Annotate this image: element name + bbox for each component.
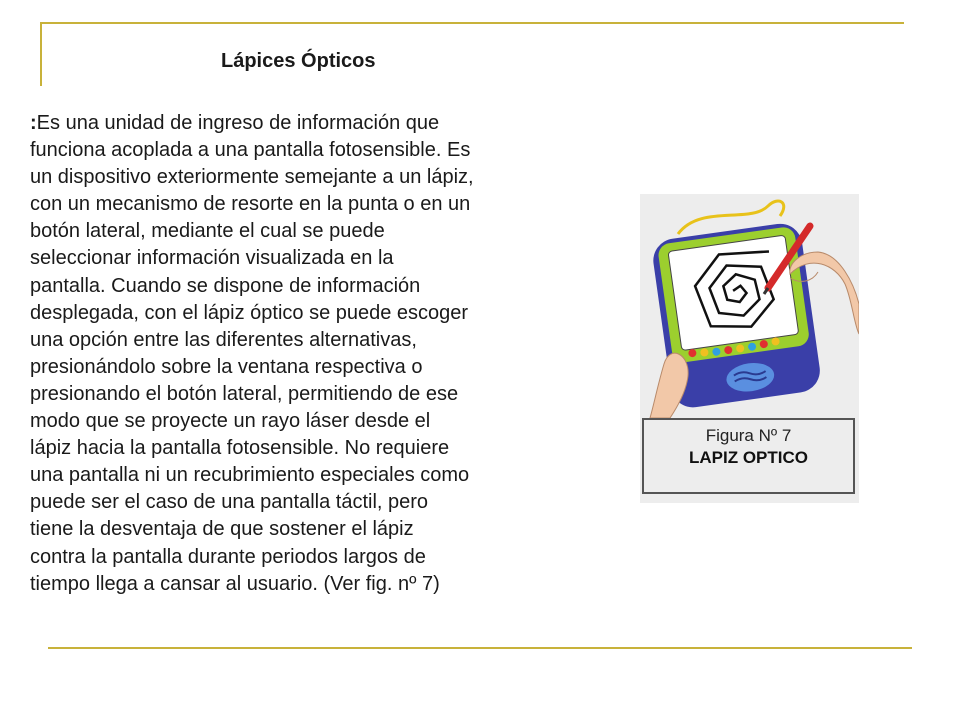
body-paragraph <box>30 110 590 598</box>
body-line: pantalla. Cuando se dispone de información <box>30 274 421 297</box>
body-line: :Es una unidad de ingreso de información que <box>30 112 440 134</box>
body-line: tiempo llega a cansar al usuario. (Ver fig. nº 7) <box>30 572 440 595</box>
body-line: botón lateral, mediante el cual se puede <box>30 220 385 243</box>
body-line: modo que se proyecte un rayo láser desde el <box>30 410 431 433</box>
body-line: una opción entre las diferentes alternativas, <box>30 328 417 351</box>
bottom-horizontal-rule <box>48 647 912 649</box>
body-line: tiene la desventaja de que sostener el lápiz <box>30 518 414 541</box>
body-line: presionándolo sobre la ventana respectiva o <box>30 355 423 378</box>
body-line: una pantalla ni un recubrimiento especiales como <box>30 464 470 487</box>
lead-colon: : <box>30 112 37 134</box>
body-line: un dispositivo exteriormente semejante a un lápiz, <box>30 166 474 189</box>
body-line: presionando el botón lateral, permitiendo de ese <box>30 382 459 405</box>
body-line: funciona acoplada a una pantalla fotosensible. Es <box>30 139 471 162</box>
light-pen-illustration <box>640 194 859 418</box>
figure-caption-number: Figura Nº 7 <box>705 426 792 445</box>
top-vertical-rule <box>40 22 42 86</box>
body-line: contra la pantalla durante periodos largos de <box>30 545 426 568</box>
body-line: con un mecanismo de resorte en la punta o en un <box>30 193 471 216</box>
figure-caption-label: LAPIZ OPTICO <box>689 448 808 467</box>
light-pen-figure <box>640 194 859 503</box>
body-line: puede ser el caso de una pantalla táctil, pero <box>30 491 429 514</box>
body-line: lápiz hacia la pantalla fotosensible. No requiere <box>30 437 450 460</box>
figure-caption-box <box>642 418 855 494</box>
page-title: Lápices Ópticos <box>221 50 376 72</box>
body-line: desplegada, con el lápiz óptico se puede escoger <box>30 301 469 324</box>
body-line: seleccionar información visualizada en la <box>30 247 394 270</box>
top-horizontal-rule <box>40 22 904 24</box>
